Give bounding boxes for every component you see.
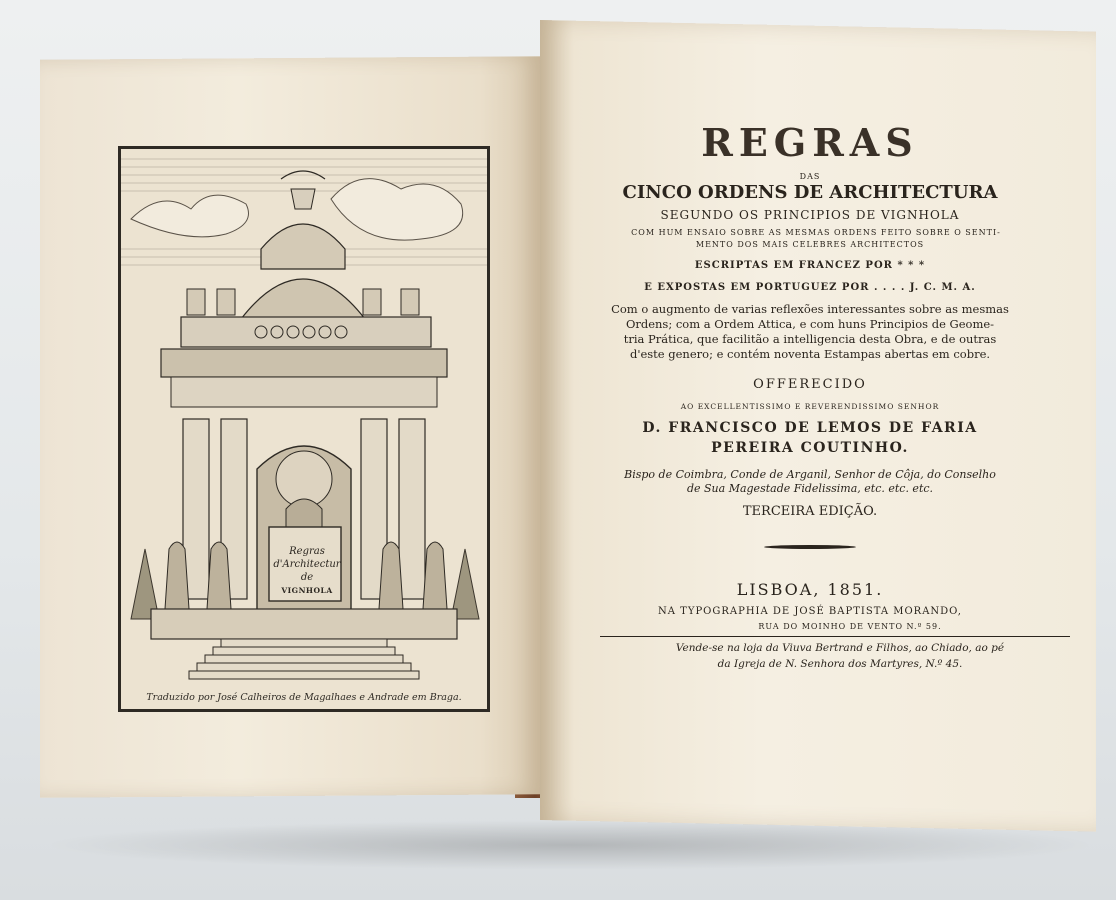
escriptas-line: ESCRIPTAS EM FRANCEZ POR * * * <box>694 260 926 271</box>
printer-line: NA TYPOGRAPHIA DE JOSÉ BAPTISTA MORANDO, <box>658 606 962 617</box>
bispo-line-2: de Sua Magestade Fidelissima, etc. etc. etc. <box>686 482 934 495</box>
monument-illustration <box>121 149 487 709</box>
seller-line-1: Vende-se na loja da Viuva Bertrand e Filhos, ao Chiado, ao pé <box>675 642 1005 654</box>
seller-line-2: da Igreja de N. Senhora dos Martyres, N.º 45. <box>717 658 963 670</box>
description-paragraph <box>560 302 1060 362</box>
desc-line-1: Com o augmento de varias reflexões interessantes sobre as mesmas <box>611 302 1009 316</box>
engraving-plaque <box>270 545 344 601</box>
edition-line: TERCEIRA EDIÇÃO. <box>742 504 878 519</box>
desc-line-2: Ordens; com a Ordem Attica, e com huns Principios de Geome- <box>625 317 995 331</box>
desc-line-3: tria Prática, que facilitão a intelligencia desta Obra, e de outras <box>623 332 997 346</box>
dedicatee-name-2: PEREIRA COUTINHO. <box>711 440 909 456</box>
subtitle: CINCO ORDENS DE ARCHITECTURA <box>622 182 998 203</box>
plaque-line-3: de <box>300 572 314 583</box>
frontispiece-engraving <box>118 146 490 712</box>
plaque-line-4: VIGNHOLA <box>281 586 333 595</box>
ensaio-line-1: COM HUM ENSAIO SOBRE AS MESMAS ORDENS FEITO SOBRE O SENTI- <box>631 228 1001 237</box>
bispo-paragraph <box>560 468 1060 496</box>
desc-line-4: d'este genero; e contém noventa Estampas abertas em cobre. <box>629 347 991 361</box>
expostas-line: E EXPOSTAS EM PORTUGUEZ POR . . . . J. C. M. A. <box>644 282 976 293</box>
plaque-line-2: d'Architectur <box>273 559 341 570</box>
address-line: RUA DO MOINHO DE VENTO N.º 59. <box>758 622 942 631</box>
offerecido-line: OFFERECIDO <box>753 377 867 392</box>
book-title: REGRAS <box>701 120 919 165</box>
bispo-line-1: Bispo de Coimbra, Conde de Arganil, Senhor de Côja, do Conselho <box>624 468 996 481</box>
ao-line: AO EXCELLENTISSIMO E REVERENDISSIMO SENHOR <box>680 402 940 411</box>
dedicatee-name-1: D. FRANCISCO DE LEMOS DE FARIA <box>642 420 978 436</box>
engraving-caption: Traduzido por José Calheiros de Magalhaes e Andrade em Braga. <box>146 692 462 703</box>
ensaio-line-2: MENTO DOS MAIS CELEBRES ARCHITECTOS <box>695 240 925 249</box>
plaque-line-1: Regras <box>289 546 325 557</box>
imprint-city-year: LISBOA, 1851. <box>736 580 884 599</box>
ornamental-rule <box>764 545 856 549</box>
das-line: DAS <box>799 172 821 181</box>
divider-line <box>600 636 1070 637</box>
segundo-line: SEGUNDO OS PRINCIPIOS DE VIGNHOLA <box>660 208 960 222</box>
